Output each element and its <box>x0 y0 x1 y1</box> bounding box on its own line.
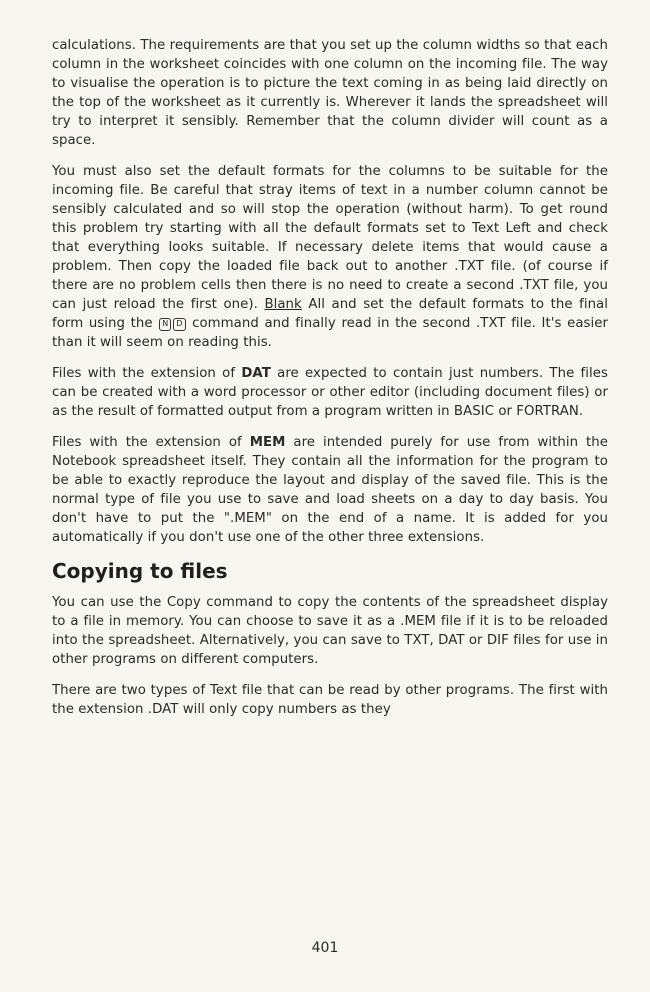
paragraph-dat-files <box>52 364 608 421</box>
paragraph-default-formats <box>52 162 608 352</box>
paragraph-text: All and set the default formats to the final form using the <box>52 297 608 331</box>
mem-extension: MEM <box>249 435 286 450</box>
page-content <box>52 36 608 731</box>
paragraph-text-file-types: There are two types of Text file that can be read by other programs. The first with the extension .DAT will only copy numbers as they <box>52 683 608 717</box>
key-icon <box>159 318 171 331</box>
page-number: 401 <box>311 940 339 956</box>
paragraph-text: Files with the extension of <box>52 435 250 450</box>
paragraph-column-widths: calculations. The requirements are that you set up the column widths so that each column in the worksheet coincides with one column on the incoming file. The way to visualise the operation is to picture the text coming in as being laid directly on the top of the worksheet as it currently is. Wherever it lands the spreadsheet will try to interpret it sensibly. Remember that the column divider will count as a space. <box>52 38 608 148</box>
paragraph-text: are intended purely for use from within the Notebook spreadsheet itself. They contain all the information for the program to be able to exactly reproduce the layout and display of the saved file. This is the normal type of file you use to save and load sheets on a day to day basis. You don't have to put the ".MEM" on the end of a name. It is added for you automatically if you don't use one of the other three extensions. <box>52 435 608 545</box>
key-icon <box>173 318 185 331</box>
paragraph-text: are expected to contain just numbers. The files can be created with a word processor or other editor (including document files) or as the result of formatted output from a program written in BASIC or FORTRAN. <box>52 366 608 419</box>
dat-extension: DAT <box>241 366 271 381</box>
paragraph-mem-files <box>52 433 608 547</box>
paragraph-text: Files with the extension of <box>52 366 242 381</box>
paragraph-text: command and finally read in the second .TXT file. It's easier than it will seem on reading this. <box>52 316 609 350</box>
key-label: N <box>162 319 169 328</box>
paragraph-text: You must also set the default formats for the columns to be suitable for the incoming file. Be careful that stray items of text in a number column cannot be sensibly calculated and so will stop the operation (without harm). To get round this problem try starting with all the default formats set to Text Left and check that everything looks suitable. If necessary delete items that would cause a problem. Then copy the loaded file back out to another .TXT file. (of course if there are no problem cells then there is no need to create a second .TXT file, you can just reload the first one). <box>52 164 608 312</box>
blank-underlined-text: Blank <box>264 297 302 312</box>
paragraph-copy-command: You can use the Copy command to copy the contents of the spreadsheet display to a file in memory. You can choose to save it as a .MEM file if it is to be reloaded into the spreadsheet. Alternatively, you can save to TXT, DAT or DIF files for use in other programs on different computers. <box>52 595 608 667</box>
key-label: D <box>176 319 183 328</box>
section-heading: Copying to files <box>52 559 228 583</box>
